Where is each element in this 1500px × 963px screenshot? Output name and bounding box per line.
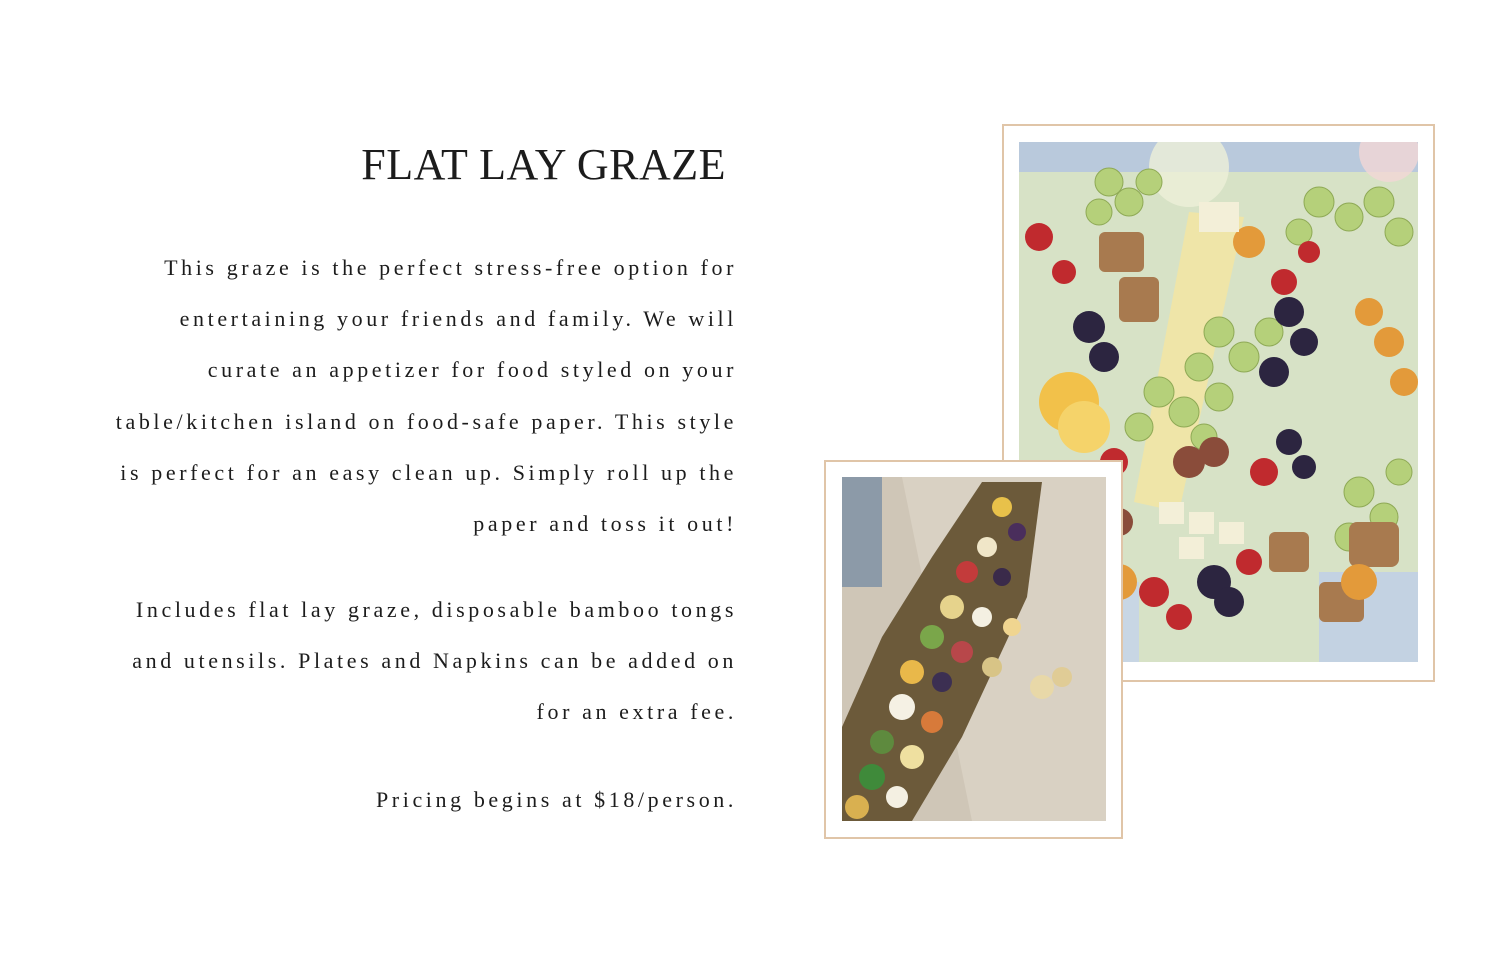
page-title: FLAT LAY GRAZE <box>361 140 726 189</box>
includes-paragraph: Includes flat lay graze, disposable bamboo tongs and utensils. Plates and Napkins can be added on for an extra fee. <box>132 597 737 725</box>
long-grazing-table-photo <box>842 477 1106 821</box>
description-paragraph: This graze is the perfect stress-free option for entertaining your friends and family. We will curate an appetizer for food styled on your table/kitchen island on food-safe paper. This style is perfect for an easy clean up. Simply roll up the paper and toss it out! <box>115 255 737 537</box>
pricing-text: Pricing begins at $18/person. <box>375 787 737 812</box>
